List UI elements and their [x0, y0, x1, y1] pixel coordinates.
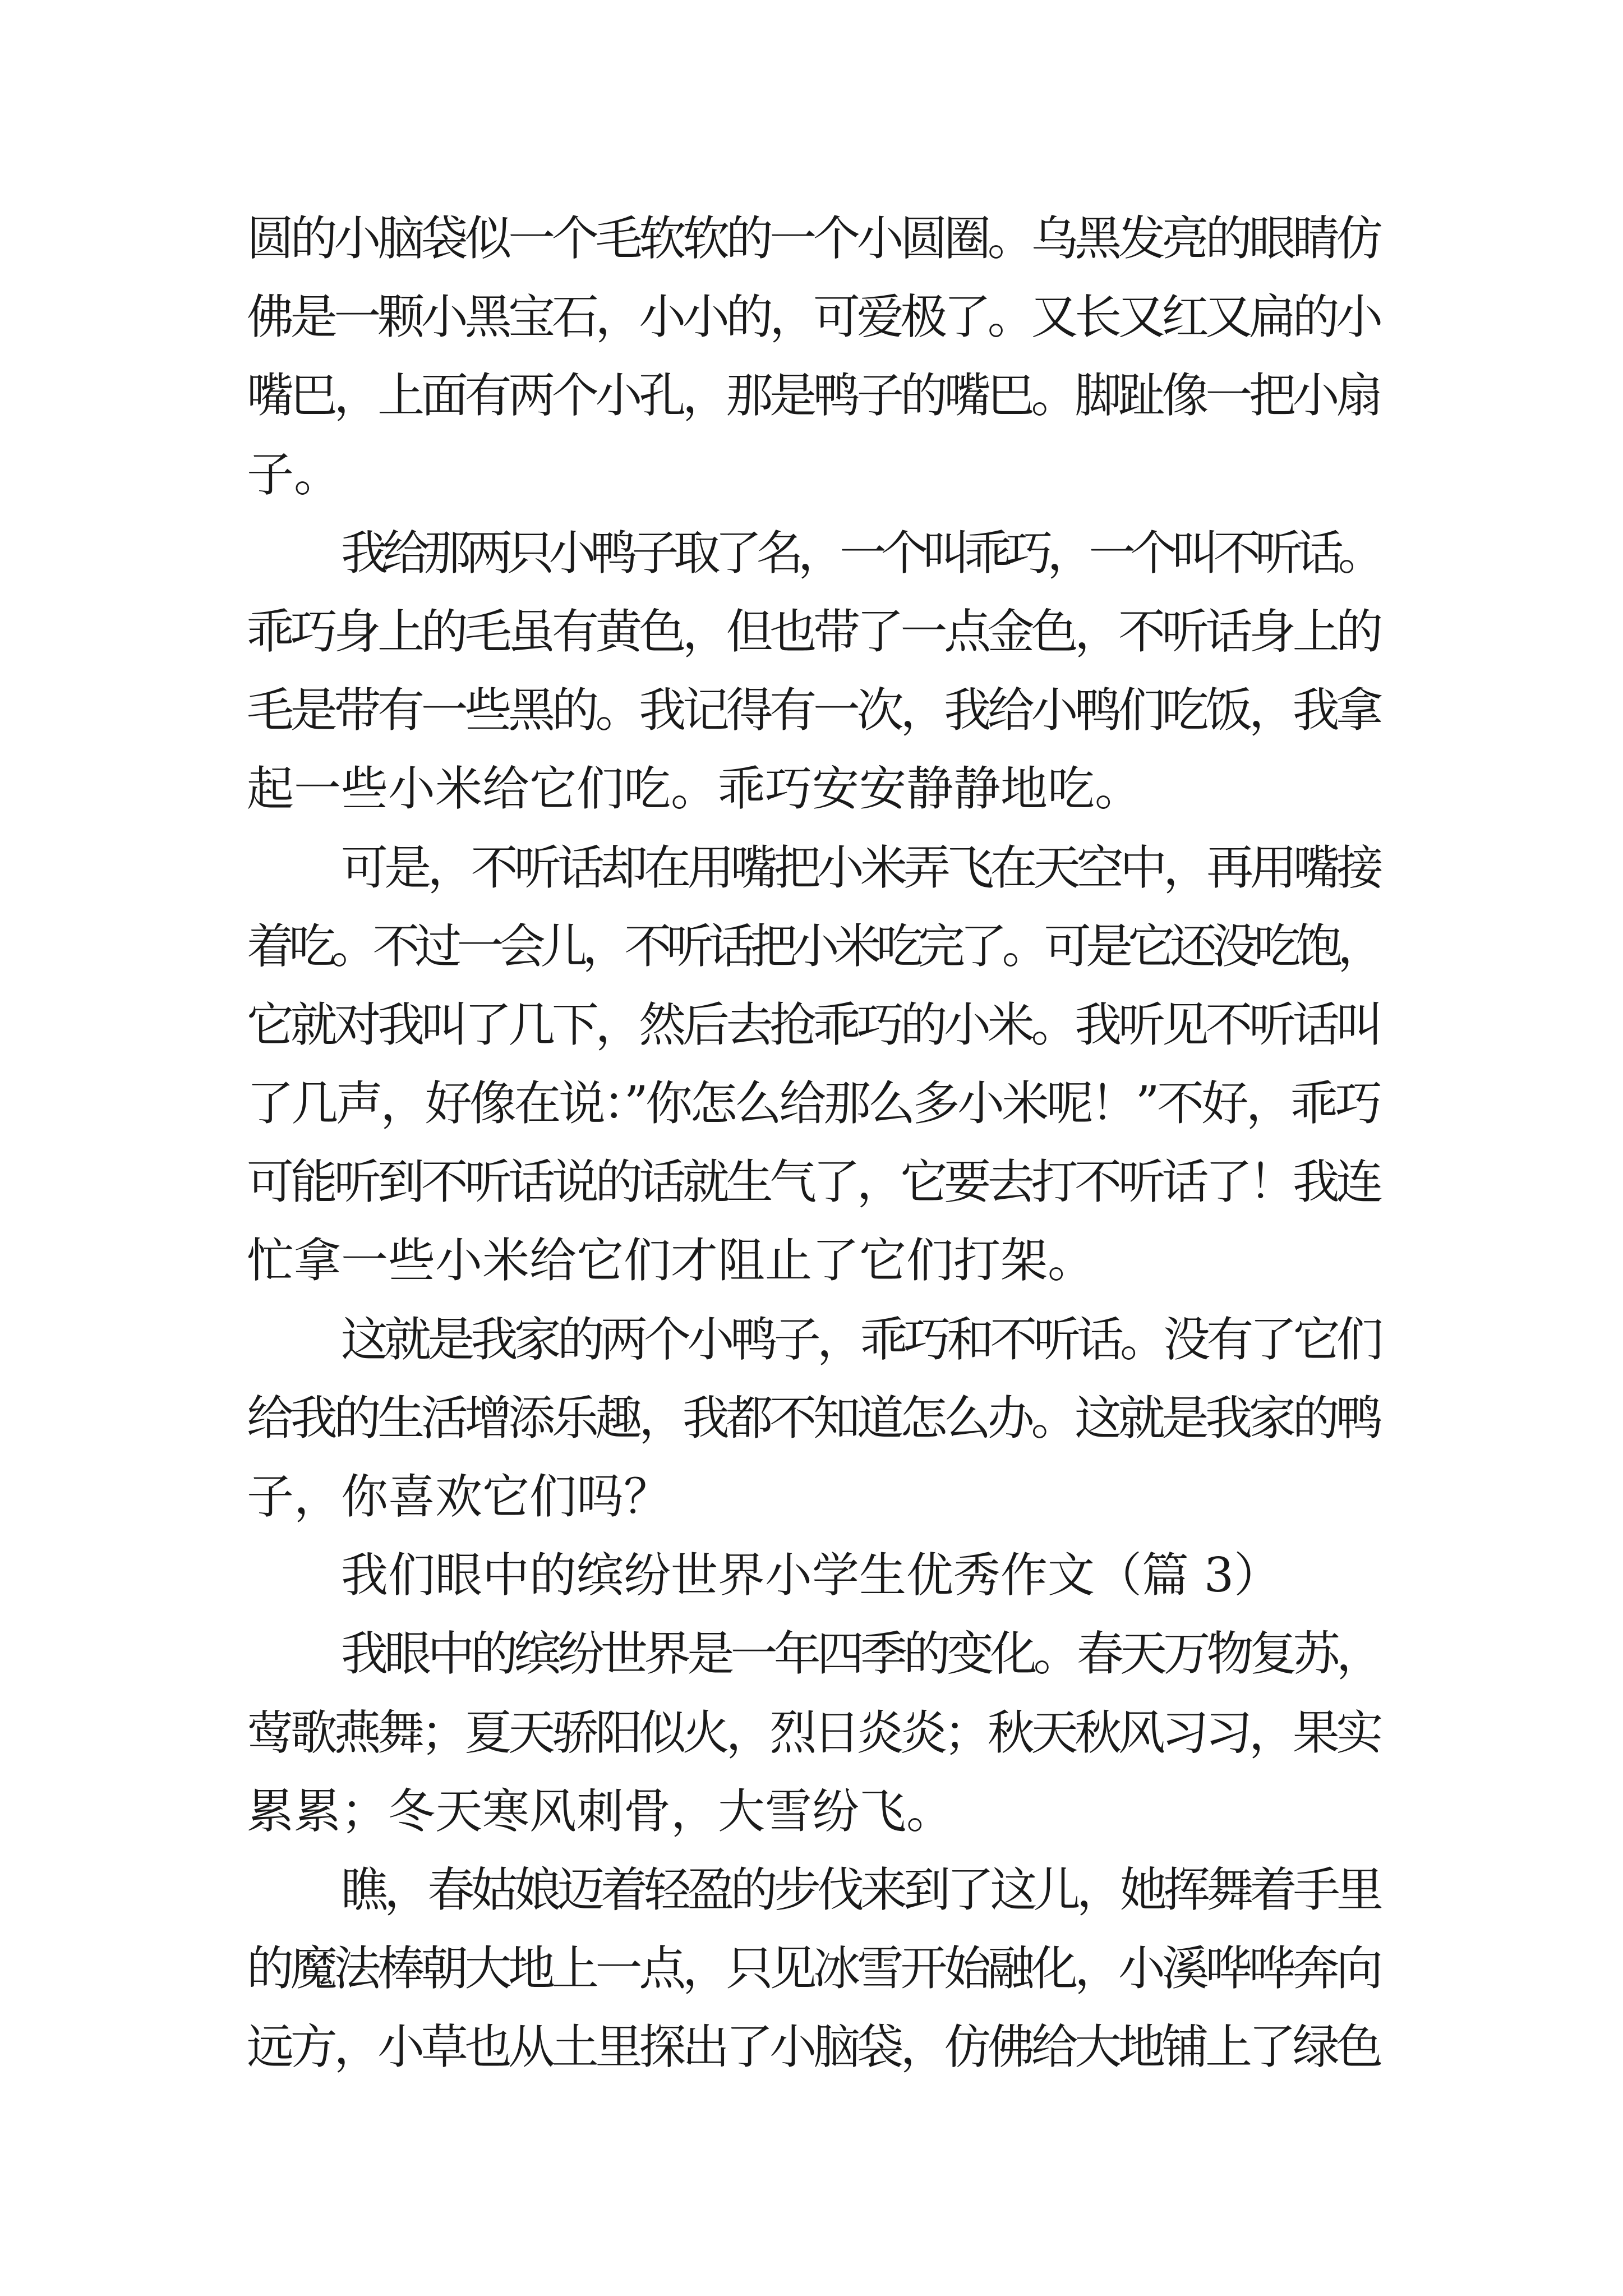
text-line: 圆的小脑袋似一个毛软软的一个小圆圈。乌黑发亮的眼睛仿 — [247, 211, 1380, 266]
text-line: 给我的生活增添乐趣，我都不知道怎么办。这就是我家的鸭 — [247, 1390, 1380, 1446]
section-heading: 我们眼中的缤纷世界小学生优秀作文（篇 3） — [341, 1548, 1281, 1603]
text-line: 起一些小米给它们吃。乖巧安安静静地吃。 — [247, 761, 1142, 817]
text-line: 远方，小草也从土里探出了小脑袋，仿佛给大地铺上了绿色 — [247, 2019, 1380, 2075]
text-line: 佛是一颗小黑宝石，小小的，可爱极了。又长又红又扁的小 — [247, 289, 1380, 345]
paragraph-start-line: 可是，不听话却在用嘴把小米弄飞在天空中，再用嘴接 — [341, 840, 1380, 895]
text-line: 累累；冬天寒风刺骨，大雪纷飞。 — [247, 1783, 954, 1839]
text-line: 嘴巴，上面有两个小孔，那是鸭子的嘴巴。脚趾像一把小扇 — [247, 368, 1380, 424]
text-line: 它就对我叫了几下，然后去抢乖巧的小米。我听见不听话叫 — [247, 997, 1380, 1052]
essay-text — [247, 199, 1380, 2087]
text-line: 毛是带有一些黑的。我记得有一次，我给小鸭们吃饭，我拿 — [247, 683, 1380, 738]
text-line: 可能听到不听话说的话就生气了，它要去打不听话了！我连 — [247, 1154, 1380, 1210]
text-line: 的魔法棒朝大地上一点，只见冰雪开始融化，小溪哗哗奔向 — [247, 1941, 1380, 1996]
text-line: 乖巧身上的毛虽有黄色，但也带了一点金色，不听话身上的 — [247, 604, 1380, 659]
text-line: 忙拿一些小米给它们才阻止了它们打架。 — [247, 1233, 1095, 1289]
text-line: 子。 — [247, 447, 342, 502]
text-line: 着吃。不过一会儿，不听话把小米吃完了。可是它还没吃饱， — [247, 918, 1380, 974]
paragraph-start-line: 我眼中的缤纷世界是一年四季的变化。春天万物复苏， — [341, 1626, 1380, 1682]
text-line: 子，你喜欢它们吗？ — [247, 1469, 671, 1524]
text-line: 了几声，好像在说：”你怎么给那么多小米呢！”不好，乖巧 — [247, 1076, 1380, 1131]
paragraph-start-line: 我给那两只小鸭子取了名，一个叫乖巧，一个叫不听话。 — [341, 525, 1380, 581]
paragraph-start-line: 这就是我家的两个小鸭子，乖巧和不听话。没有了它们 — [341, 1312, 1380, 1367]
paragraph-start-line: 瞧，春姑娘迈着轻盈的步伐来到了这儿，她挥舞着手里 — [341, 1862, 1380, 1917]
text-line: 莺歌燕舞；夏天骄阳似火，烈日炎炎；秋天秋风习习，果实 — [247, 1705, 1380, 1760]
